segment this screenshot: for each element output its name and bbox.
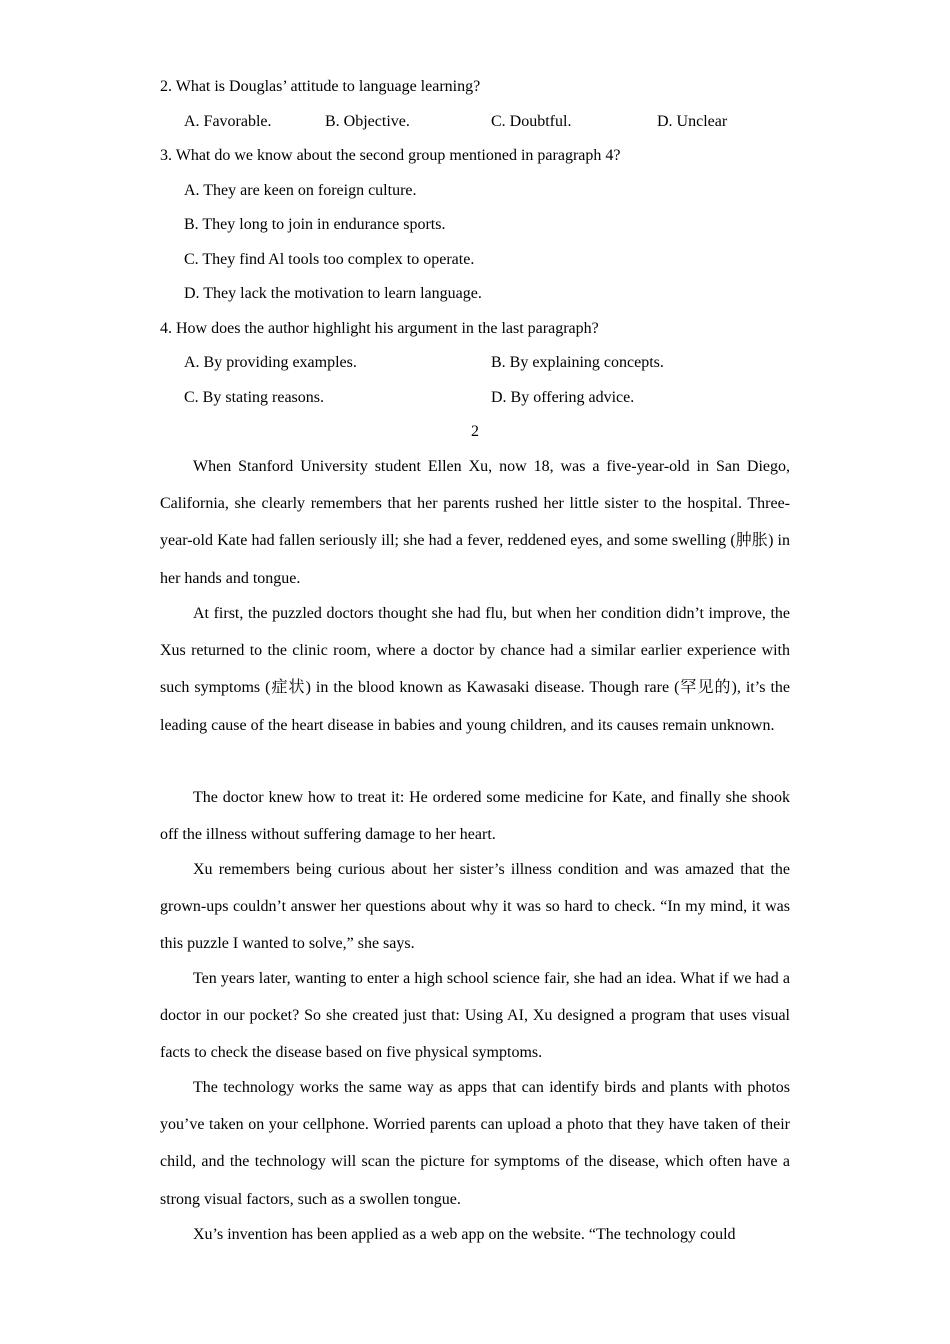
passage-paragraph-4: Xu remembers being curious about her sister’s illness condition and was amazed that the grown-ups couldn’t answer her questions about why it was so hard to check. “In my mind, it was this puzzle I wanted to solve,” she says. (160, 861, 790, 953)
question-4-option-a: A. By providing examples. (184, 354, 357, 371)
question-2-stem: 2. What is Douglas’ attitude to language learning? (160, 78, 481, 95)
question-2-option-a: A. Favorable. (184, 113, 272, 130)
question-3-option-a: A. They are keen on foreign culture. (184, 182, 417, 199)
section-number: 2 (471, 423, 479, 440)
passage-paragraph-1: When Stanford University student Ellen Xu, now 18, was a five-year-old in San Diego, California, she clearly remembers that her parents rushed her little sister to the hospital. Three-year-old Kate had fallen seriously ill; she had a fever, reddened eyes, and some swelling (肿胀) in her hands and tongue. (160, 458, 790, 587)
passage-paragraph-6: The technology works the same way as apps that can identify birds and plants with photos you’ve taken on your cellphone. Worried parents can upload a photo that they have taken of their child, and the technology will scan the picture for symptoms of the disease, which often have a strong visual factors, such as a swollen tongue. (160, 1079, 790, 1208)
passage-paragraph-5: Ten years later, wanting to enter a high school science fair, she had an idea. What if we had a doctor in our pocket? So she created just that: Using AI, Xu designed a program that uses visual facts to check the disease based on five physical symptoms. (160, 970, 790, 1062)
question-3-option-b: B. They long to join in endurance sports. (184, 216, 446, 233)
passage-paragraph-3: The doctor knew how to treat it: He ordered some medicine for Kate, and finally she shook off the illness without suffering damage to her heart. (160, 789, 790, 844)
passage-paragraph-7: Xu’s invention has been applied as a web app on the website. “The technology could (193, 1226, 736, 1243)
question-4-option-d: D. By offering advice. (491, 389, 635, 406)
question-4-stem: 4. How does the author highlight his argument in the last paragraph? (160, 320, 599, 337)
question-3-option-c: C. They find Al tools too complex to operate. (184, 251, 475, 268)
question-2-option-d: D. Unclear (657, 113, 728, 130)
question-3-option-d: D. They lack the motivation to learn language. (184, 285, 482, 302)
question-4-option-c: C. By stating reasons. (184, 389, 324, 406)
question-2-option-c: C. Doubtful. (491, 113, 572, 130)
question-3-stem: 3. What do we know about the second group mentioned in paragraph 4? (160, 147, 621, 164)
question-2-option-b: B. Objective. (325, 113, 410, 130)
question-4-option-b: B. By explaining concepts. (491, 354, 664, 371)
passage-paragraph-2: At first, the puzzled doctors thought she had flu, but when her condition didn’t improve, the Xus returned to the clinic room, where a doctor by chance had a similar earlier experience with such symptoms (症状) in the blood known as Kawasaki disease. Though rare (罕见的), it’s the leading cause of the heart disease in babies and young children, and its causes remain unknown. (160, 605, 790, 734)
